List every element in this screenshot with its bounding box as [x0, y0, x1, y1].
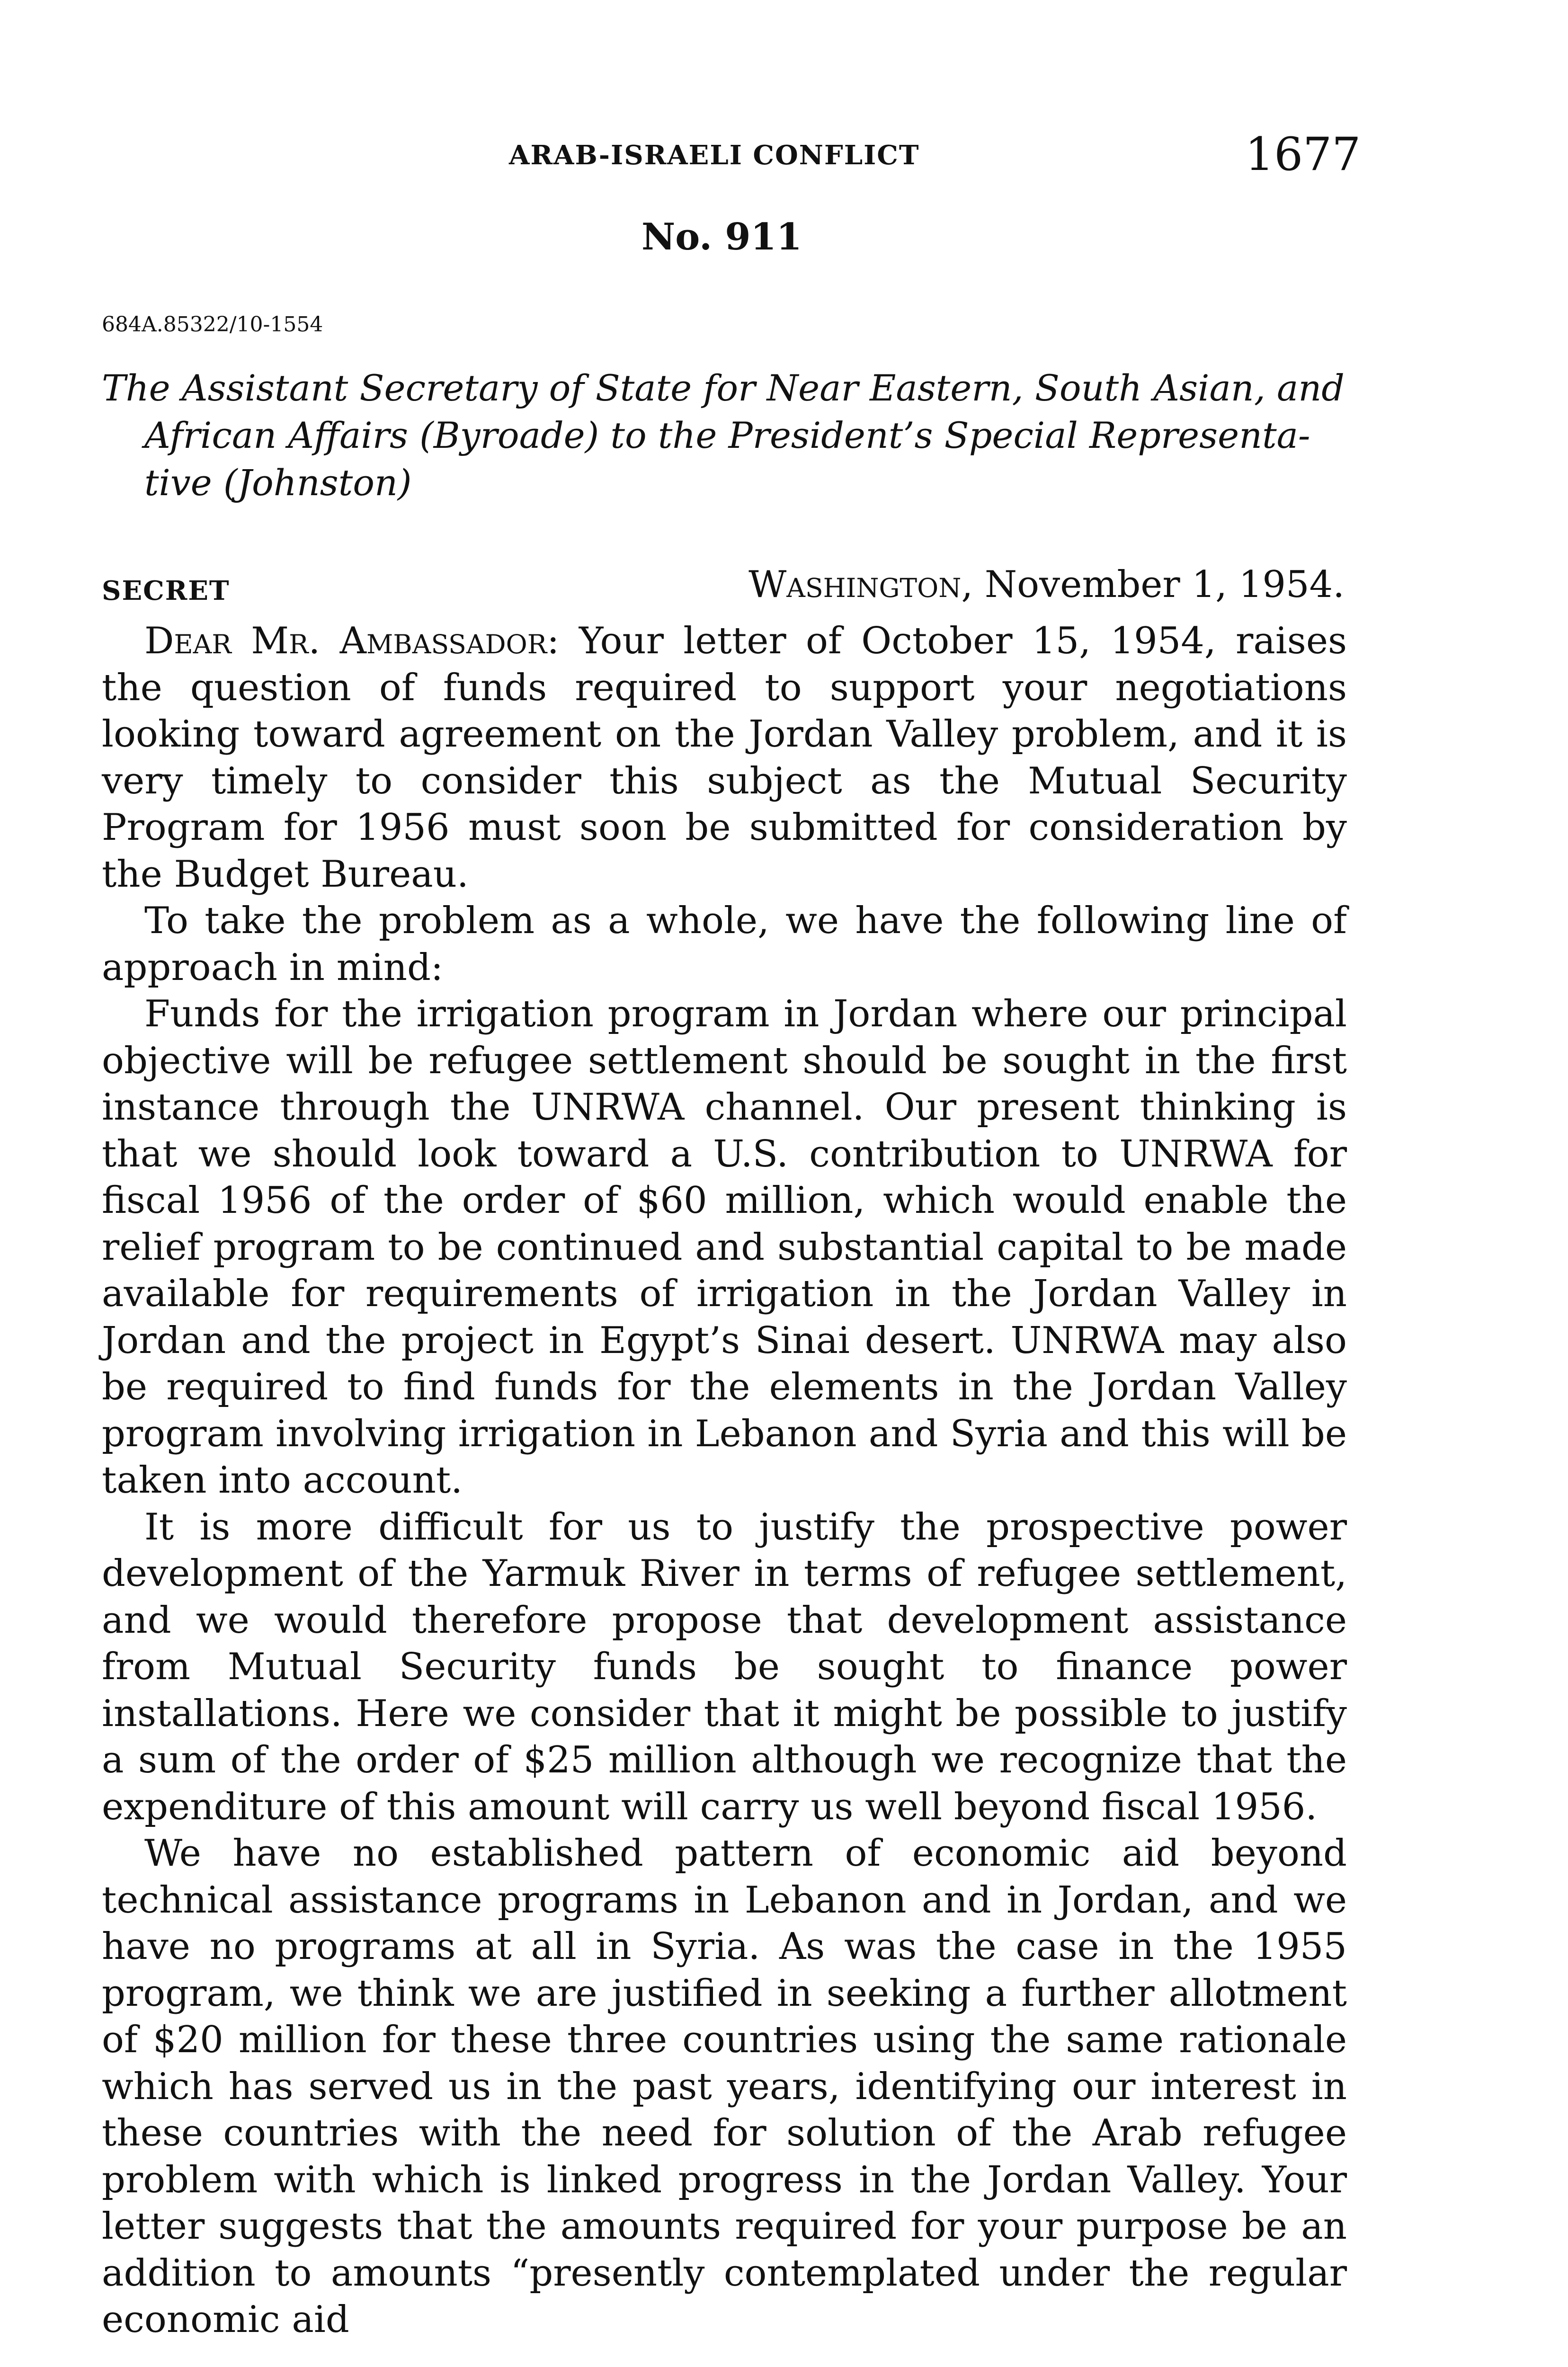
page-number: 1677: [1245, 128, 1361, 181]
running-head: ARAB-ISRAELI CONFLICT: [509, 140, 920, 171]
dateline-date: , November 1, 1954.: [961, 563, 1345, 606]
paragraph: We have no established pattern of economic aid beyond technical assistance programs in Lebanon and in Jordan, and we have no programs at all in Syria. As was the case in the 1955 program, we think we are justified in seeking a further allotment of $20 million for these three countries using the same rationale which has served us in the past years, identifying our interest in these countries with the need for solution of the Arab refugee problem with which is linked progress in the Jordan Valley. Your letter suggests that the amounts required for your purpose be an addition to amounts “presently contemplated under the regular economic aid: [102, 1832, 1347, 2341]
dateline: [748, 563, 1345, 606]
dateline-place: Washington: [748, 563, 962, 606]
paragraph: To take the problem as a whole, we have the following line of approach in mind:: [102, 899, 1347, 989]
heading-line: The Assistant Secretary of State for Near Eastern, South Asian, and: [102, 367, 1345, 409]
letter-body: [102, 618, 1347, 2343]
document-heading: [102, 365, 1347, 507]
file-reference: 684A.85322/10-1554: [102, 312, 323, 337]
salutation: Dear Mr. Ambassador:: [144, 620, 560, 662]
classification-marking: SECRET: [102, 575, 230, 606]
heading-line: African Affairs (Byroade) to the President’s Special Representa-: [144, 414, 1310, 456]
document-number: No. 911: [641, 215, 802, 258]
paragraph-text: Your letter of October 15, 1954, raises the question of funds required to support your negotiations looking toward agreement on the Jordan Valley problem, and it is very timely to consider this subject as the Mutual Security Program for 1956 must soon be submitted for consideration by the Budget Bureau.: [102, 620, 1347, 896]
paragraph: [102, 618, 1347, 898]
heading-line: tive (Johnston): [144, 462, 412, 504]
paragraph: It is more difficult for us to justify the prospective power development of the Yarmuk River in terms of refugee settlement, and we would therefore propose that development assistance from Mutual Security funds be sought to finance power installations. Here we consider that it might be possible to justify a sum of the order of $25 million although we recognize that the expenditure of this amount will carry us well beyond fiscal 1956.: [102, 1505, 1347, 1828]
paragraph: Funds for the irrigation program in Jordan where our principal objective will be refugee settlement should be sought in the first instance through the UNRWA channel. Our present thinking is that we should look toward a U.S. contribution to UNRWA for fiscal 1956 of the order of $60 million, which would enable the relief program to be continued and substantial capital to be made available for requirements of irrigation in the Jordan Valley in Jordan and the project in Egypt’s Sinai desert. UNRWA may also be required to find funds for the elements in the Jordan Valley program involving irrigation in Lebanon and Syria and this will be taken into account.: [102, 993, 1347, 1502]
